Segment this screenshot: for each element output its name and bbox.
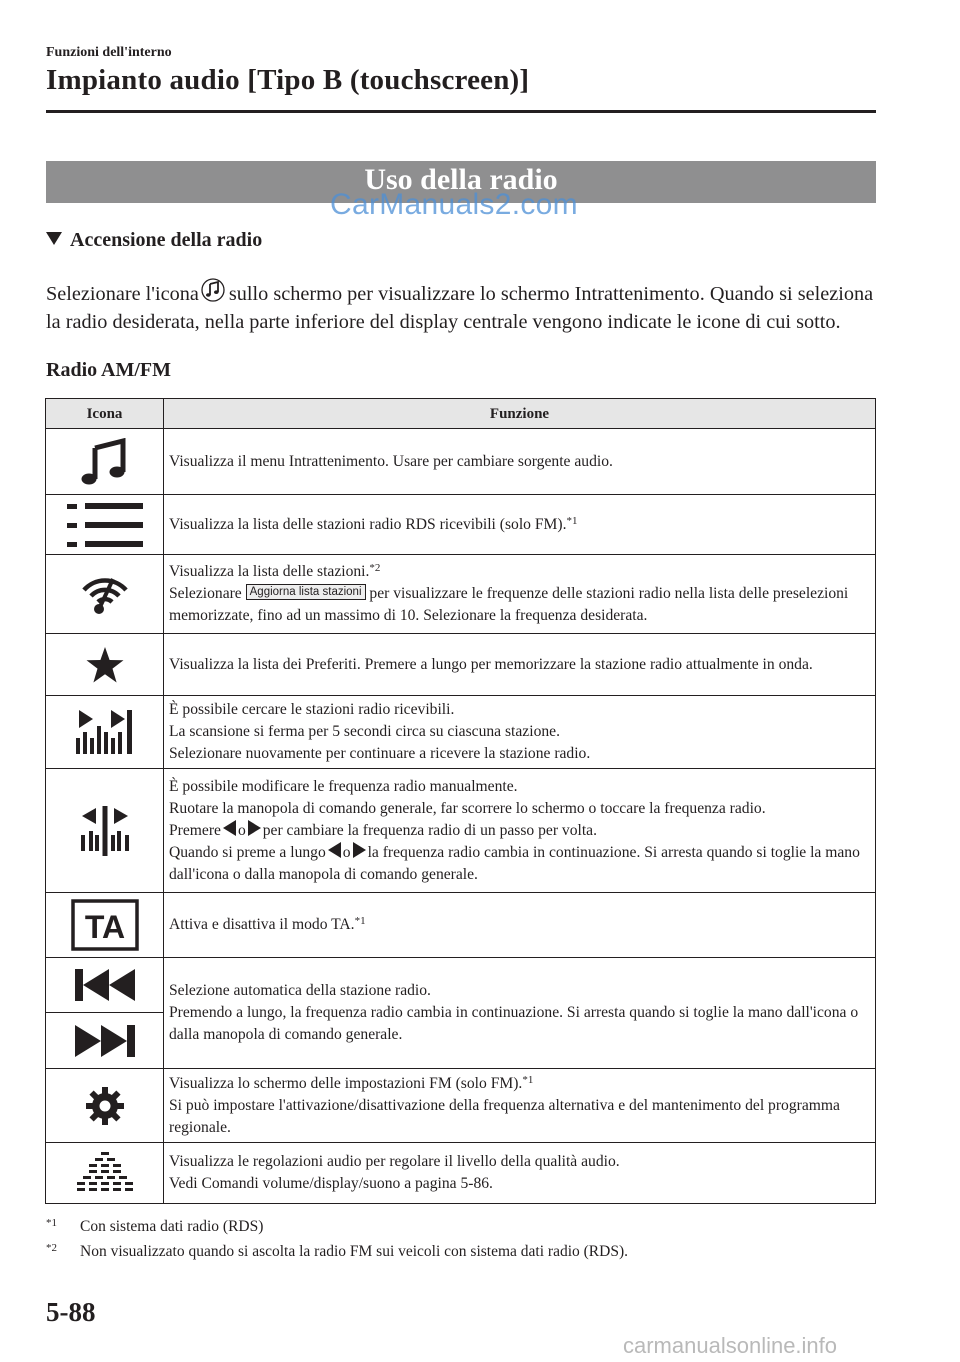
star-icon (85, 646, 125, 684)
header-icona: Icona (46, 399, 164, 429)
page-number: 5-88 (46, 1297, 96, 1327)
table-row (46, 1143, 876, 1204)
ta-icon-label: TA (84, 909, 125, 945)
seek-back-cell (46, 958, 163, 1013)
function-text: La scansione si ferma per 5 secondi circa su ciascuna stazione. (169, 723, 560, 740)
table-row (46, 696, 876, 769)
footnote: $^{*2}$ Non visualizzato quando si ascolta la radio FM sui veicoli con sistema dati radio (RDS). (46, 1242, 628, 1260)
function-text: È possibile cercare le stazioni radio ricevibili. (169, 701, 455, 718)
music-note-inline-icon (201, 278, 225, 302)
seek-forward-icon (73, 1023, 137, 1059)
update-station-list-button: Aggiorna lista stazioni (246, 584, 366, 600)
subsection-heading (46, 229, 262, 252)
step-left-icon (223, 820, 236, 836)
function-cell (164, 958, 876, 1069)
table-row (46, 555, 876, 634)
function-text: È possibile modificare le frequenza radio manualmente. (169, 777, 518, 795)
function-cell (164, 429, 876, 495)
subsection-title: Accensione della radio (70, 229, 263, 251)
watermark: CarManuals2.com (330, 188, 578, 221)
function-text: Vedi Comandi volume/display/suono a pagina 5-86. (169, 1175, 493, 1192)
function-cell (164, 634, 876, 696)
table-row (46, 634, 876, 696)
function-cell (164, 696, 876, 769)
list-icon (66, 502, 144, 548)
footnote: $^{*1}$ Con sistema dati radio (RDS) (46, 1217, 264, 1235)
function-text: o (342, 843, 351, 861)
function-text: Visualizza la lista delle stazioni radio RDS ricevibili (solo FM). (169, 515, 567, 533)
footnote-ref: *1 (566, 514, 578, 527)
function-text: la frequenza radio cambia in continuazione. Si arresta quando si toglie la mano dall'icona o dalla manopola di comando generale. (169, 843, 860, 883)
function-text: Visualizza il menu Intrattenimento. Usare per cambiare sorgente audio. (169, 452, 613, 470)
intro-before-icon: Selezionare l'icona (46, 283, 199, 305)
settings-gear-icon (85, 1086, 125, 1126)
table-row (46, 769, 876, 893)
icon-cell (46, 958, 164, 1069)
table-row (46, 958, 876, 1069)
footnote-text: Con sistema dati radio (RDS) (80, 1218, 264, 1235)
intro-after-icon: sullo schermo per visualizzare lo schermo Intrattenimento. Quando si seleziona la radio desiderata, nella parte inferiore del display centrale vengono indicate le icone di cui sotto. (46, 283, 874, 333)
footer-site: carmanualsonline.info (623, 1333, 838, 1358)
seek-back-icon (73, 967, 137, 1003)
table-header-row (46, 399, 876, 429)
function-text: Premendo a lungo, la frequenza radio cambia in continuazione. Si arresta quando si toglie la mano dall'icona o dalla manopola di comando generale. (169, 1004, 859, 1043)
ta-icon (71, 899, 139, 951)
function-text: o (237, 821, 246, 839)
antenna-icon (80, 573, 130, 615)
function-text: Quando si preme a lungo (169, 843, 326, 861)
footnote-ref: *2 (369, 562, 381, 574)
table-row (46, 429, 876, 495)
function-text: Visualizza le regolazioni audio per regolare il livello della qualità audio. (169, 1153, 620, 1170)
footnote-ref: *1 (354, 915, 366, 927)
manual-tune-icon (78, 805, 132, 857)
function-cell (164, 1143, 876, 1204)
function-cell (164, 893, 876, 958)
chapter-rule (46, 110, 876, 113)
topic-title: Uso della radio (364, 163, 558, 196)
section-label: Funzioni dell'interno (46, 45, 172, 60)
function-text: Visualizza lo schermo delle impostazioni FM (solo FM). (169, 1074, 523, 1092)
icon-cell (46, 769, 164, 893)
table-row (46, 893, 876, 958)
icon-cell (46, 893, 164, 958)
radio-heading: Radio AM/FM (46, 359, 171, 381)
function-text: Ruotare la manopola di comando generale, far scorrere lo schermo o toccare la frequenza radio. (169, 799, 766, 817)
function-text: per visualizzare le frequenze delle stazioni radio nella lista delle preselezioni memorizzate, fino ad un massimo di 10. Selezionare la frequenza desiderata. (169, 585, 849, 624)
function-cell (164, 555, 876, 634)
function-cell (164, 495, 876, 555)
header-funzione: Funzione (164, 399, 876, 429)
seek-forward-cell (46, 1013, 163, 1068)
function-text: Selezione automatica della stazione radio. (169, 982, 431, 999)
function-text: Attiva e disattiva il modo TA. (169, 916, 355, 933)
equalizer-icon (76, 1150, 134, 1196)
icon-cell (46, 555, 164, 634)
function-text: Premere (169, 821, 221, 839)
function-text: Selezionare nuovamente per continuare a ricevere la stazione radio. (169, 745, 591, 762)
intro-paragraph (46, 278, 876, 336)
scan-icon (75, 708, 135, 756)
icon-cell (46, 1143, 164, 1204)
icon-cell (46, 1069, 164, 1143)
icon-cell (46, 634, 164, 696)
function-text: Visualizza la lista dei Preferiti. Premere a lungo per memorizzare la stazione radio attualmente in onda. (169, 655, 813, 673)
music-note-icon (79, 438, 131, 486)
table-row (46, 495, 876, 555)
function-text: Si può impostare l'attivazione/disattivazione della frequenza alternativa e del mantenimento del programma regionale. (169, 1096, 840, 1136)
footnote-ref: *1 (522, 1073, 534, 1086)
icon-cell (46, 429, 164, 495)
chapter-title: Impianto audio [Tipo B (touchscreen)] (46, 64, 530, 96)
function-text: Visualizza la lista delle stazioni. (169, 563, 370, 580)
icon-cell (46, 495, 164, 555)
function-table (45, 398, 876, 1204)
table-row (46, 1069, 876, 1143)
footnote-text: Non visualizzato quando si ascolta la radio FM sui veicoli con sistema dati radio (RDS). (80, 1243, 628, 1260)
function-cell (164, 1069, 876, 1143)
function-text: per cambiare la frequenza radio di un passo per volta. (262, 821, 598, 839)
function-text: Selezionare (169, 585, 242, 602)
step-right-icon (248, 820, 261, 836)
step-left-icon (328, 842, 341, 858)
icon-cell (46, 696, 164, 769)
footnotes (46, 1214, 628, 1264)
function-cell (164, 769, 876, 893)
step-right-icon (353, 842, 366, 858)
triangle-bullet-icon (46, 232, 62, 245)
